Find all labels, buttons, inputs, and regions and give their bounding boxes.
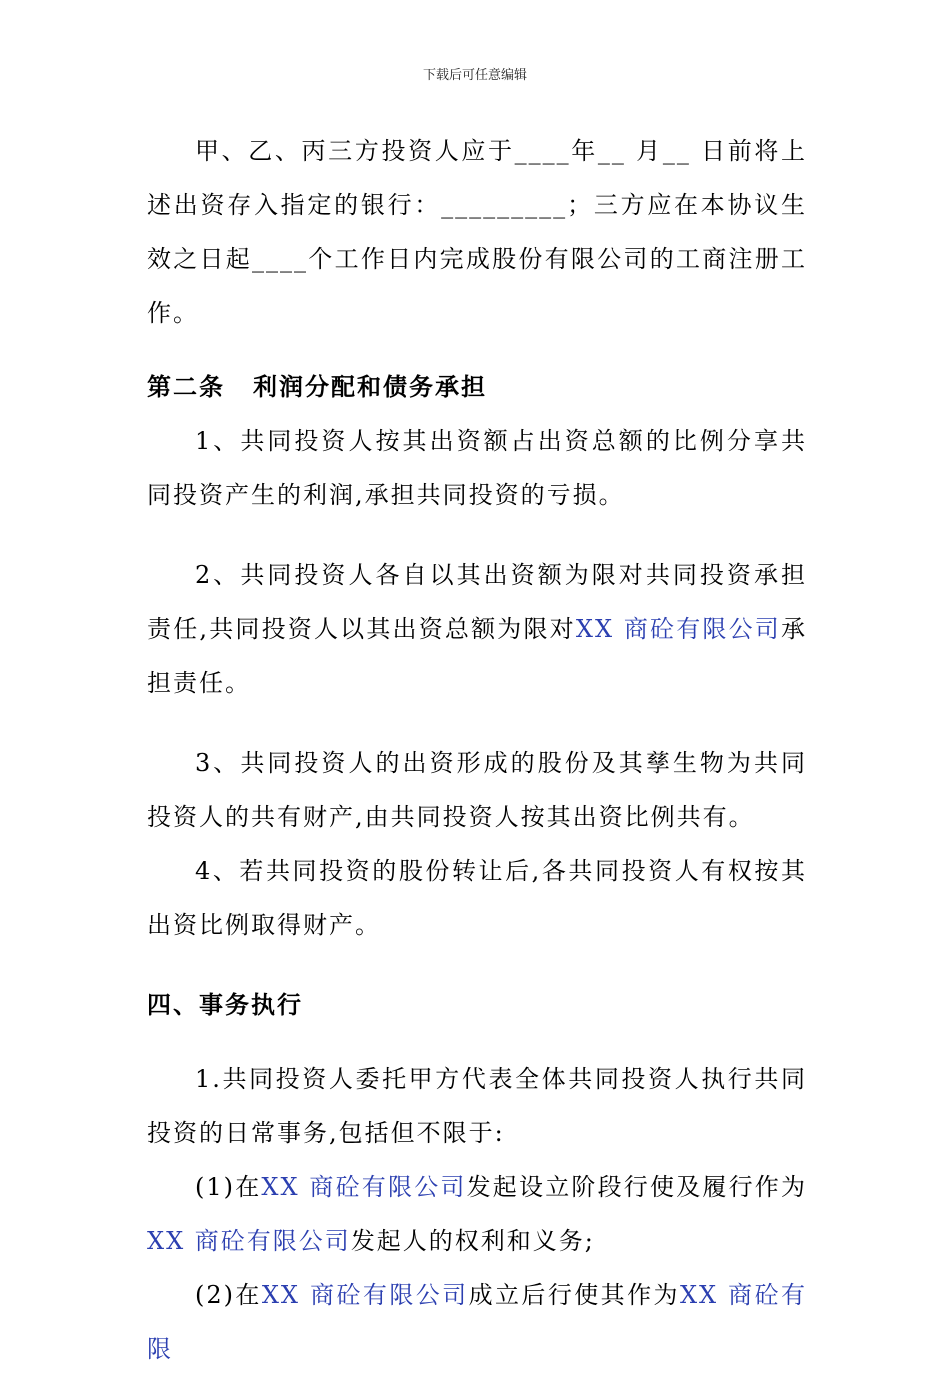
paragraph-deposit [147, 124, 807, 340]
paragraph-text: 3、共同投资人的出资形成的股份及其孳生物为共同投资人的共有财产,由共同投资人按其出资比例共有。 [147, 749, 807, 831]
company-link[interactable]: XX 商砼有限公司 [261, 1173, 467, 1201]
paragraph-text: 2、共同投资人各自以其出资额为限对共同投资承担责任,共同投资人以其出资总额为限对 [147, 561, 807, 643]
paragraph-text: 发起人的权利和义务; [350, 1227, 595, 1255]
company-link[interactable]: XX 商砼有限公司 [261, 1281, 469, 1309]
company-link[interactable]: XX 商砼有限公司 [147, 1227, 351, 1255]
paragraph-text: 成立后行使其作为 [468, 1281, 680, 1309]
paragraph-transfer [147, 844, 807, 952]
document-body [147, 124, 807, 1376]
company-link[interactable]: XX 商砼有限公司 [575, 615, 781, 643]
paragraph-text: (1)在 [195, 1173, 262, 1201]
paragraph-liability [147, 548, 807, 710]
paragraph-delegation [147, 1052, 807, 1160]
section-number: 第二条 [147, 372, 225, 401]
paragraph-profit-share [147, 414, 807, 522]
paragraph-item-1 [147, 1160, 807, 1268]
section-heading-2 [147, 360, 807, 414]
paragraph-text: 1.共同投资人委托甲方代表全体共同投资人执行共同投资的日常事务,包括但不限于: [147, 1065, 807, 1147]
paragraph-text: 发起设立阶段行使及履行作为 [466, 1173, 808, 1201]
paragraph-text: (2)在 [195, 1281, 262, 1309]
section-heading-4 [147, 978, 807, 1032]
paragraph-common-property [147, 736, 807, 844]
page-header: 下载后可任意编辑 [422, 68, 527, 83]
paragraph-text: 甲、乙、丙三方投资人应于____年__ 月__ 日前将上述出资存入指定的银行：_________；三方应在本协议生效之日起____个工作日内完成股份有限公司的工商注册工作。 [147, 137, 807, 327]
paragraph-item-2 [147, 1268, 807, 1376]
paragraph-text: 1、共同投资人按其出资额占出资总额的比例分享共同投资产生的利润,承担共同投资的亏损。 [147, 427, 807, 509]
section-title: 四、事务执行 [147, 990, 303, 1019]
paragraph-text: 承担责任。 [147, 615, 807, 697]
section-title: 利润分配和债务承担 [253, 372, 487, 401]
paragraph-text: 4、若共同投资的股份转让后,各共同投资人有权按其出资比例取得财产。 [147, 857, 807, 939]
company-link[interactable]: XX 商砼有限 [147, 1281, 807, 1363]
